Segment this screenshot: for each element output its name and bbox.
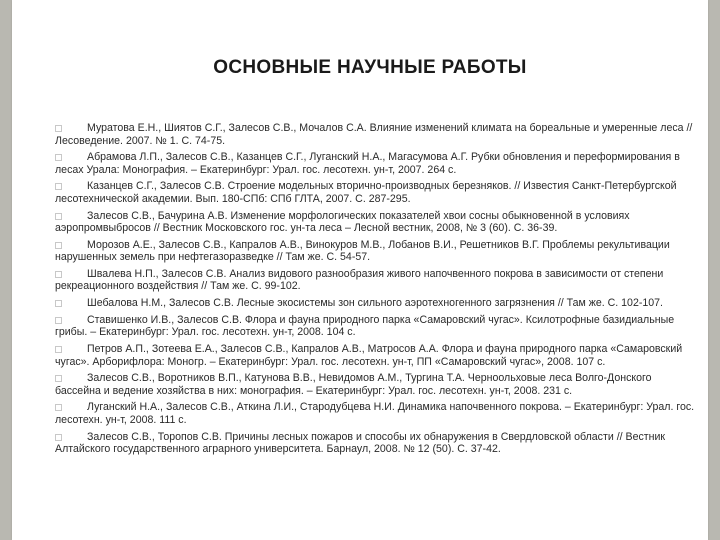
bullet-icon xyxy=(55,346,62,353)
bullet-icon xyxy=(55,213,62,220)
item-text: Ставишенко И.В., Залесов С.В. Флора и фауна природного парка «Самаровский чугас». Ксилотрофные базидиальные грибы. – Екатеринбург: Урал. гос. лесотехн. ун-т, 2008. 104 с. xyxy=(55,313,675,339)
list-item xyxy=(55,297,695,310)
item-text: Швалева Н.П., Залесов С.В. Анализ видового разнообразия живого напочвенного покрова в зависимости от степени рекреационного воздействия // Там же. С. 99-102. xyxy=(55,267,664,293)
list-item xyxy=(55,122,695,147)
item-text: Казанцев С.Г., Залесов С.В. Строение модельных вторично-производных березняков. // Известия Санкт-Петербургской лесотехнической академии. Вып. 180-СПб: СПб ГЛТА, 2007. С. 287-295. xyxy=(55,180,677,205)
bullet-icon xyxy=(55,434,62,441)
list-item xyxy=(55,372,695,397)
bullet-icon xyxy=(55,242,62,249)
slide xyxy=(12,0,708,540)
bullet-icon xyxy=(55,404,62,411)
item-text: Залесов С.В., Торопов С.В. Причины лесных пожаров и способы их обнаружения в Свердловской области // Вестник Алтайского государственного аграрного университета. Барнаул, 2008. № 12 (50). С. 37-42. xyxy=(55,430,666,456)
list-item xyxy=(55,314,695,339)
item-text: Луганский Н.А., Залесов С.В., Аткина Л.И., Стародубцева Н.И. Динамика напочвенного покрова. – Екатеринбург: Урал. гос. лесотехн. ун-т, 2008. 111 с. xyxy=(55,401,695,426)
bullet-icon xyxy=(55,300,62,307)
item-text: Залесов С.В., Бачурина А.В. Изменение морфологических показателей хвои сосны обыкновенной в условиях аэропромвыбросов // Вестник Московского гос. ун-та леса – Лесной вестник, 2008, № 3 (60). С. 36-39. xyxy=(55,209,630,235)
bullet-icon xyxy=(55,271,62,278)
list-item xyxy=(55,431,695,456)
item-text: Шебалова Н.М., Залесов С.В. Лесные экосистемы зон сильного аэротехногенного загрязнения // Там же. С. 102-107. xyxy=(87,297,663,310)
bullet-icon xyxy=(55,154,62,161)
bullet-icon xyxy=(55,183,62,190)
list-item xyxy=(55,268,695,293)
list-item xyxy=(55,401,695,426)
bullet-icon xyxy=(55,317,62,324)
item-text: Залесов С.В., Воротников В.П., Катунова В.В., Невидомов А.М., Тургина Т.А. Черноольховые леса Волго-Донского бассейна и ведение хозяйства в них: монография. – Екатеринбург: Урал. гос. лесотехн. ун-т, 2008. 231 с. xyxy=(55,372,652,397)
list-item xyxy=(55,239,695,264)
item-text: Морозов А.Е., Залесов С.В., Капралов А.В., Винокуров М.В., Лобанов В.И., Решетников В.Г. Проблемы рекультивации нарушенных земель при нефтегазоразведке // Там же. С. 54-57. xyxy=(55,238,670,264)
list-item xyxy=(55,180,695,205)
page-title: ОСНОВНЫЕ НАУЧНЫЕ РАБОТЫ xyxy=(213,57,527,78)
bullet-icon xyxy=(55,125,62,132)
publication-list xyxy=(55,122,695,460)
list-item xyxy=(55,210,695,235)
list-item xyxy=(55,343,695,368)
bullet-icon xyxy=(55,375,62,382)
item-text: Муратова Е.Н., Шиятов С.Г., Залесов С.В., Мочалов С.А. Влияние изменений климата на бореальные и умеренные леса // Лесоведение. 2007. № 1. С. 74-75. xyxy=(55,122,693,147)
item-text: Абрамова Л.П., Залесов С.В., Казанцев С.Г., Луганский Н.А., Магасумова А.Г. Рубки обновления и переформирования в лесах Урала: Монография. – Екатеринбург: Урал. гос. лесотехн. ун-т, 2007. 264 с. xyxy=(55,151,680,176)
list-item xyxy=(55,151,695,176)
item-text: Петров А.П., Зотеева Е.А., Залесов С.В., Капралов А.В., Матросов А.А. Флора и фауна природного парка «Самаровский чугас». Арборифлора: Моногр. – Екатеринбург: Урал. гос. лесотехн. ун-т, ПП «Самаровский чугас», 2008. 107 с. xyxy=(55,343,683,368)
